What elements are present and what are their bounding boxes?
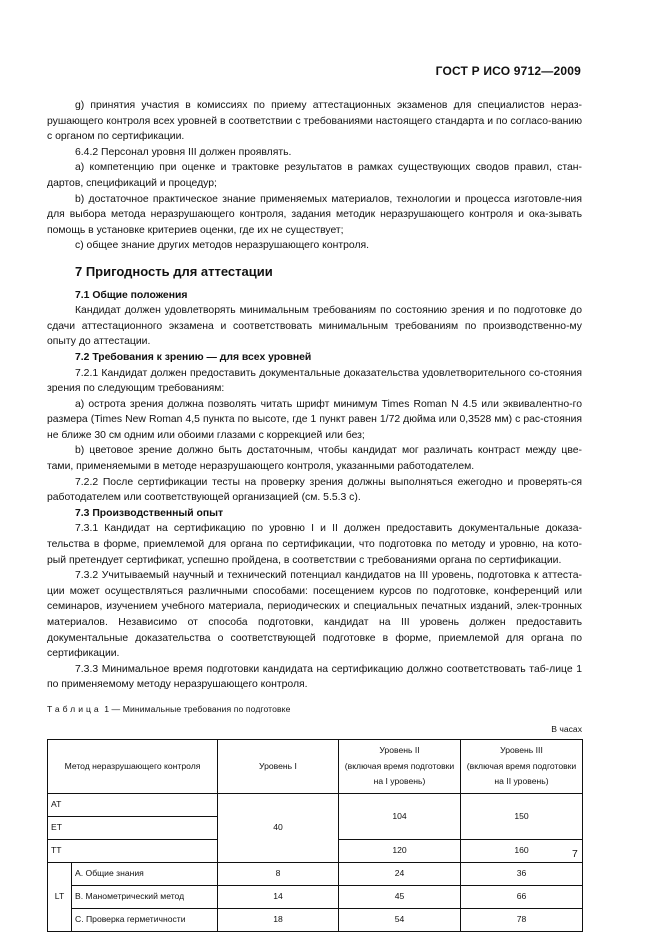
header-level2-note: (включая время подготовки на I уровень) (344, 760, 455, 787)
paragraph: 6.4.2 Персонал уровня III должен проявлять. (75, 146, 292, 158)
paragraph: 7.2.1 Кандидат должен предоставить документальные доказательства удовлетворительного со-стояния зрения по следующим требованиям: (47, 367, 582, 395)
lt-sub-a: A. Общие знания (72, 863, 218, 886)
cell-lt-a-level2: 24 (339, 863, 461, 886)
table-row (48, 863, 583, 886)
paragraph: g) принятия участия в комиссиях по приему аттестационных экзаменов для специалистов нераз-рушающего контроля всех уровней в соответствии с требованиями настоящего стандарта и по согласо-ванию с органом по сертификации. (47, 100, 582, 143)
page-number: 7 (572, 849, 578, 860)
table-caption-word: Таблица (47, 703, 102, 714)
paragraph: 7.3.3 Минимальное время подготовки кандидата на сертификацию должно соответствовать таб-лице 1 по применяемому методу неразрушающего контроля. (47, 663, 582, 691)
header-level2-title: Уровень II (379, 745, 420, 756)
header-level3-note: (включая время подготовки на II уровень) (466, 760, 577, 787)
table-row (48, 909, 583, 932)
method-cell-at: AT (48, 794, 218, 817)
paragraph: Кандидат должен удовлетворять минимальным требованиям по состоянию зрения и по подготовке до сдачи аттестационного экзамена и соответствовать минимальным требованиям по производственно-му опыту до аттестации. (47, 305, 582, 348)
paragraph: 7.2.2 После сертификации тесты на проверку зрения должны выполняться ежегодно и проверять-ся работодателем или соответствующей организацией (см. 5.5.3 c). (47, 476, 582, 504)
table-header-row (48, 740, 583, 794)
paragraph: b) цветовое зрение должно быть достаточным, чтобы кандидат мог различать контраст между цве-тами, применяемыми в методе неразрушающего контроля, указанными работодателем. (47, 445, 582, 473)
header-level2 (339, 740, 461, 794)
method-cell-tt: TT (48, 840, 218, 863)
paragraph: 7.3.1 Кандидат на сертификацию по уровню I и II должен предоставить документальные доказа-тельства в форме, приемлемой для органа по сертификации, что подготовка по методу и уровню, на кото-рый претендует сертификат, успешно пройдена, в соответствии с требованиями органа по сертификации. (47, 523, 582, 566)
cell-lt-a-level3: 36 (461, 863, 583, 886)
cell-lt-c-level2: 54 (339, 909, 461, 932)
cell-tt-level3: 160 (461, 840, 583, 863)
document-code: ГОСТ Р ИСО 9712—2009 (435, 64, 581, 78)
table-row (48, 794, 583, 817)
cell-lt-b-level1: 14 (218, 886, 339, 909)
table-row (48, 886, 583, 909)
cell-lt-c-level1: 18 (218, 909, 339, 932)
header-level1: Уровень I (218, 740, 339, 794)
cell-at-et-level3: 150 (461, 794, 583, 840)
cell-lt-b-level3: 66 (461, 886, 583, 909)
paragraph: a) острота зрения должна позволять читать шрифт минимум Times Roman N 4.5 или эквивалентно-го размера (Times New Roman 4,5 пункта по высоте, где 1 пункт равен 1/72 дюйма или 0,3528 мм) с рас-стояния не ближе 30 см одним или обоими глазами с коррекцией или без; (47, 398, 582, 441)
paragraph: b) достаточное практическое знание применяемых материалов, технологии и процесса изготовле-ния для выбора метода неразрушающего контроля, задания методик неразрушающего контроля и ока-зывать помощь в установке критериев оценки, где их не существует; (47, 193, 582, 236)
header-method: Метод неразрушающего контроля (48, 740, 218, 794)
cell-lt-b-level2: 45 (339, 886, 461, 909)
document-body (47, 98, 582, 932)
cell-lt-a-level1: 8 (218, 863, 339, 886)
subsection-heading: 7.2 Требования к зрению — для всех уровней (75, 351, 312, 363)
paragraph: 7.3.2 Учитываемый научный и технический потенциал кандидатов на III уровень, подготовка к аттеста-ции может осуществляться различными способами: посещением курсов по подготовке, конференций или семинаров, изучением учебного материала, периодических и специальных печатных изданий, элек-тронных материалов. Независимо от способа подготовки, кандидат на III уровень должен предоставить документальные доказательства о соответствующей подготовке в форме, приемлемой для органа по сертификации. (47, 570, 582, 660)
cell-at-et-level2: 104 (339, 794, 461, 840)
cell-at-et-tt-level1: 40 (218, 794, 339, 863)
cell-lt-c-level3: 78 (461, 909, 583, 932)
table-caption-text: 1 — Минимальные требования по подготовке (101, 703, 291, 714)
paragraph: c) общее знание других методов неразрушающего контроля. (75, 240, 370, 252)
table-caption (47, 702, 582, 718)
method-cell-et: ET (48, 817, 218, 840)
section-heading: 7 Пригодность для аттестации (75, 263, 273, 279)
lt-sub-b: B. Манометрический метод (72, 886, 218, 909)
lt-sub-c: C. Проверка герметичности (72, 909, 218, 932)
cell-tt-level2: 120 (339, 840, 461, 863)
training-table (47, 739, 583, 932)
table-units: В часах (551, 723, 582, 734)
paragraph: a) компетенцию при оценке и трактовке результатов в рамках существующих сводов правил, стан-дартов, спецификаций и процедур; (47, 162, 582, 189)
header-level3-title: Уровень III (500, 745, 543, 756)
header-level3 (461, 740, 583, 794)
method-cell-lt: LT (48, 863, 72, 932)
subsection-heading: 7.3 Производственный опыт (75, 507, 224, 519)
subsection-heading: 7.1 Общие положения (75, 289, 188, 301)
